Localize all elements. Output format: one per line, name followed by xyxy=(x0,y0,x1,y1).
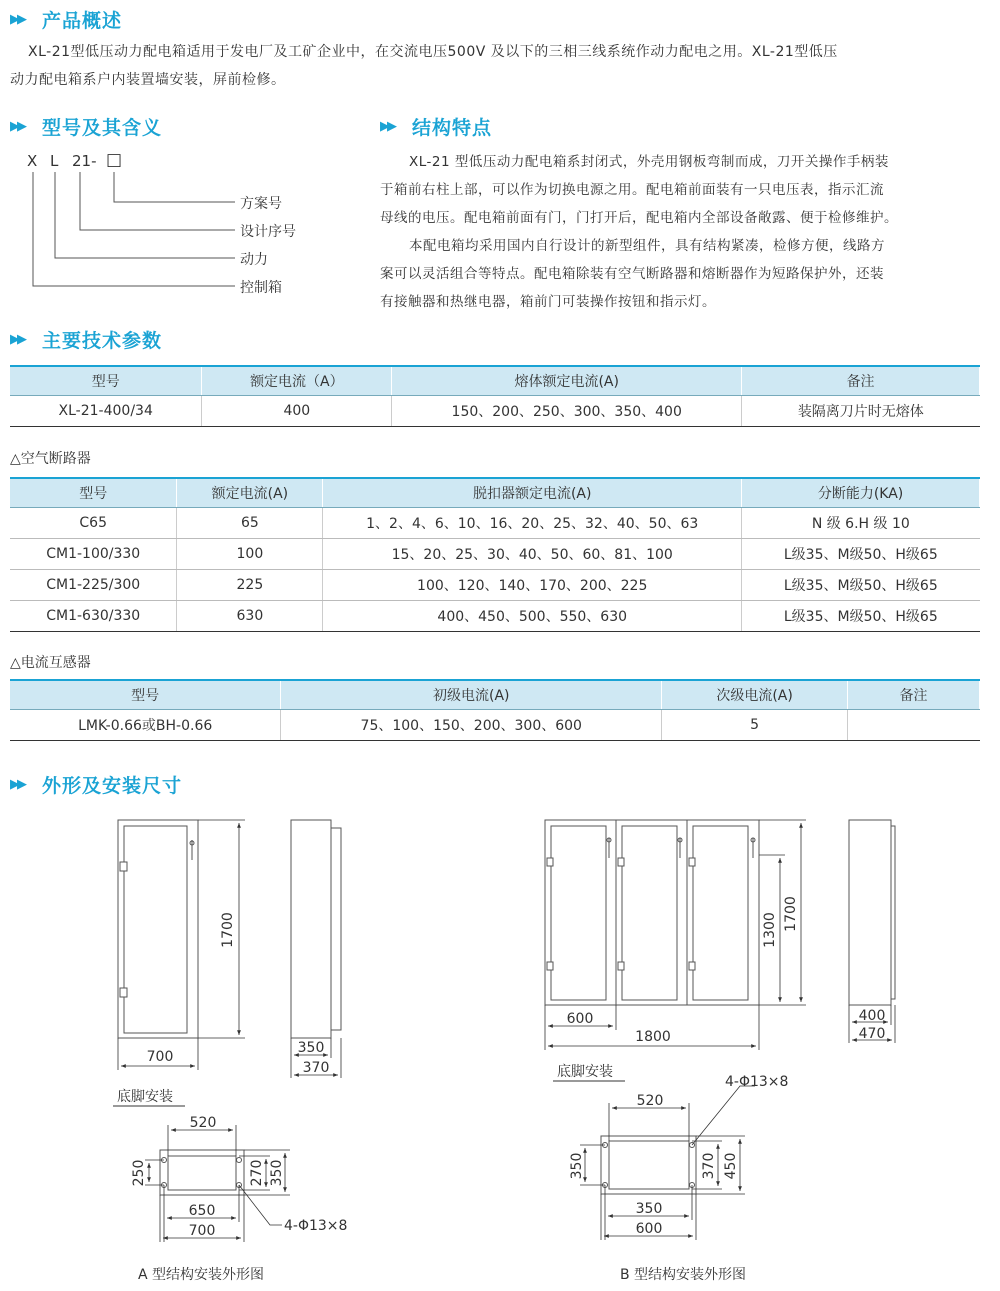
a-side-view xyxy=(291,820,341,1038)
table-cell: 5 xyxy=(662,710,848,741)
legend-design-no: 设计序号 xyxy=(240,224,296,240)
structure-line1: XL-21 型低压动力配电箱系封闭式，外壳用钢板弯制而成，刀开关操作手柄装 xyxy=(409,154,889,170)
table-cell: XL-21-400/34 xyxy=(10,396,202,427)
section-structure-title: ▶▶ 结构特点 xyxy=(380,116,493,139)
table-header-cell: 额定电流（A） xyxy=(202,366,392,396)
table-cell: L级35、M级50、H级65 xyxy=(742,539,980,570)
legend-control-box: 控制箱 xyxy=(240,280,282,296)
dim-a-270: 270 xyxy=(249,1159,265,1187)
model-code-21: 21- xyxy=(72,152,97,170)
table-cell: LMK-0.66或BH-0.66 xyxy=(10,710,281,741)
dim-a-holes: 4-Φ13×8 xyxy=(284,1218,348,1234)
caption-a: A 型结构安装外形图 xyxy=(138,1267,265,1283)
b-side-view xyxy=(849,820,895,1005)
legend-scheme-no: 方案号 xyxy=(240,196,282,212)
breaker-table xyxy=(10,477,980,632)
dim-a-650: 650 xyxy=(188,1203,216,1219)
ct-label: △电流互感器 xyxy=(10,655,91,671)
table-cell: 400、450、500、550、630 xyxy=(323,601,742,632)
table-cell xyxy=(848,710,980,741)
dim-a-700: 700 xyxy=(188,1223,216,1239)
table-cell: CM1-100/330 xyxy=(10,539,177,570)
table-cell: L级35、M级50、H级65 xyxy=(742,570,980,601)
overview-line1: XL-21型低压动力配电箱适用于发电厂及工矿企业中，在交流电压500V 及以下的三相三线系统作动力配电之用。XL-21型低压 xyxy=(28,44,838,60)
table-cell: N 级 6.H 级 10 xyxy=(742,508,980,539)
dim-a-350: 350 xyxy=(269,1159,285,1187)
model-code-l: L xyxy=(50,152,59,170)
structure-line6: 有接触器和热继电器，箱前门可装操作按钮和指示灯。 xyxy=(380,294,716,310)
structure-line3: 母线的电压。配电箱前面有门，门打开后，配电箱内全部设备敞露、便于检修维护。 xyxy=(380,210,898,226)
table-header-cell: 备注 xyxy=(848,680,980,710)
a-base-plan xyxy=(160,1150,244,1195)
table-cell: 装隔离刀片时无熔体 xyxy=(742,396,980,427)
dim-a-250: 250 xyxy=(131,1159,147,1187)
dim-a-depth2: 370 xyxy=(302,1060,330,1076)
table-header-row xyxy=(10,680,980,710)
table-cell: 400 xyxy=(202,396,392,427)
table-cell: CM1-630/330 xyxy=(10,601,177,632)
table-cell: 75、100、150、200、300、600 xyxy=(281,710,662,741)
dim-b-520: 520 xyxy=(636,1093,664,1109)
table-header-cell: 熔体额定电流(A) xyxy=(392,366,742,396)
section-params-title: ▶▶ 主要技术参数 xyxy=(10,329,163,352)
dim-a-520: 520 xyxy=(189,1115,217,1131)
dim-b-350h: 350 xyxy=(635,1201,663,1217)
caption-b: B 型结构安装外形图 xyxy=(620,1267,747,1283)
table-cell: 100 xyxy=(177,539,323,570)
b-front-view xyxy=(545,820,759,1005)
b-base-label: 底脚安装 xyxy=(557,1064,613,1080)
a-front-view xyxy=(118,820,198,1038)
fuse-table xyxy=(10,365,980,427)
table-cell: 65 xyxy=(177,508,323,539)
table-header-cell: 分断能力(KA) xyxy=(742,478,980,508)
table-header-row xyxy=(10,366,980,396)
table-cell: CM1-225/300 xyxy=(10,570,177,601)
table-cell: 1、2、4、6、10、16、20、25、32、40、50、63 xyxy=(323,508,742,539)
table-cell: L级35、M级50、H级65 xyxy=(742,601,980,632)
double-arrow-icon: ▶▶ xyxy=(10,118,24,134)
table-row xyxy=(10,396,980,427)
table-row xyxy=(10,539,980,570)
structure-line2: 于箱前右柱上部，可以作为切换电源之用。配电箱前面装有一只电压表，指示汇流 xyxy=(380,182,884,198)
table-cell: C65 xyxy=(10,508,177,539)
dim-b-600: 600 xyxy=(566,1011,594,1027)
section-overview-title: ▶▶ 产品概述 xyxy=(10,9,123,32)
table-header-cell: 脱扣器额定电流(A) xyxy=(323,478,742,508)
dim-b-1800: 1800 xyxy=(635,1029,671,1045)
table-cell: 150、200、250、300、350、400 xyxy=(392,396,742,427)
dim-b-450: 450 xyxy=(723,1152,739,1180)
model-code-x: X xyxy=(27,152,38,170)
double-arrow-icon: ▶▶ xyxy=(10,776,24,792)
table-header-cell: 型号 xyxy=(10,478,177,508)
breaker-label: △空气断路器 xyxy=(10,451,91,467)
section-model-title: ▶▶ 型号及其含义 xyxy=(10,116,163,139)
table-row xyxy=(10,508,980,539)
dim-b-350v: 350 xyxy=(569,1152,585,1180)
dim-b-1700: 1700 xyxy=(783,896,799,932)
dim-a-height: 1700 xyxy=(220,912,236,948)
table-row xyxy=(10,710,980,741)
table-row xyxy=(10,601,980,632)
section-dimensions-title: ▶▶ 外形及安装尺寸 xyxy=(10,774,183,797)
table-header-cell: 初级电流(A) xyxy=(281,680,662,710)
table-cell: 225 xyxy=(177,570,323,601)
structure-line5: 案可以灵活组合等特点。配电箱除装有空气断路器和熔断器作为短路保护外，还装 xyxy=(380,266,884,282)
double-arrow-icon: ▶▶ xyxy=(10,11,24,27)
table-header-cell: 型号 xyxy=(10,680,281,710)
table-header-row xyxy=(10,478,980,508)
b-base-plan xyxy=(601,1136,696,1194)
table-header-cell: 次级电流(A) xyxy=(662,680,848,710)
table-cell: 15、20、25、30、40、50、60、81、100 xyxy=(323,539,742,570)
dimension-drawings xyxy=(0,800,1000,1291)
dim-b-1300: 1300 xyxy=(762,912,778,948)
dim-b-depth2: 470 xyxy=(858,1026,886,1042)
dim-a-width: 700 xyxy=(146,1049,174,1065)
ct-table xyxy=(10,679,980,741)
table-header-cell: 备注 xyxy=(742,366,980,396)
double-arrow-icon: ▶▶ xyxy=(10,331,24,347)
table-cell: 100、120、140、170、200、225 xyxy=(323,570,742,601)
legend-power: 动力 xyxy=(240,252,268,268)
overview-line2: 动力配电箱系户内装置墙安装，屏前检修。 xyxy=(10,72,286,88)
table-row xyxy=(10,570,980,601)
dim-a-depth1: 350 xyxy=(297,1040,325,1056)
dim-b-600-base: 600 xyxy=(635,1221,663,1237)
table-header-cell: 型号 xyxy=(10,366,202,396)
table-cell: 630 xyxy=(177,601,323,632)
double-arrow-icon: ▶▶ xyxy=(380,118,394,134)
structure-line4: 本配电箱均采用国内自行设计的新型组件，具有结构紧凑，检修方便，线路方 xyxy=(409,238,885,254)
dim-b-370: 370 xyxy=(701,1152,717,1180)
table-header-cell: 额定电流(A) xyxy=(177,478,323,508)
dim-b-holes: 4-Φ13×8 xyxy=(725,1074,789,1090)
dim-b-depth1: 400 xyxy=(858,1008,886,1024)
a-base-label: 底脚安装 xyxy=(117,1089,173,1105)
model-code-box: □ xyxy=(106,150,123,170)
